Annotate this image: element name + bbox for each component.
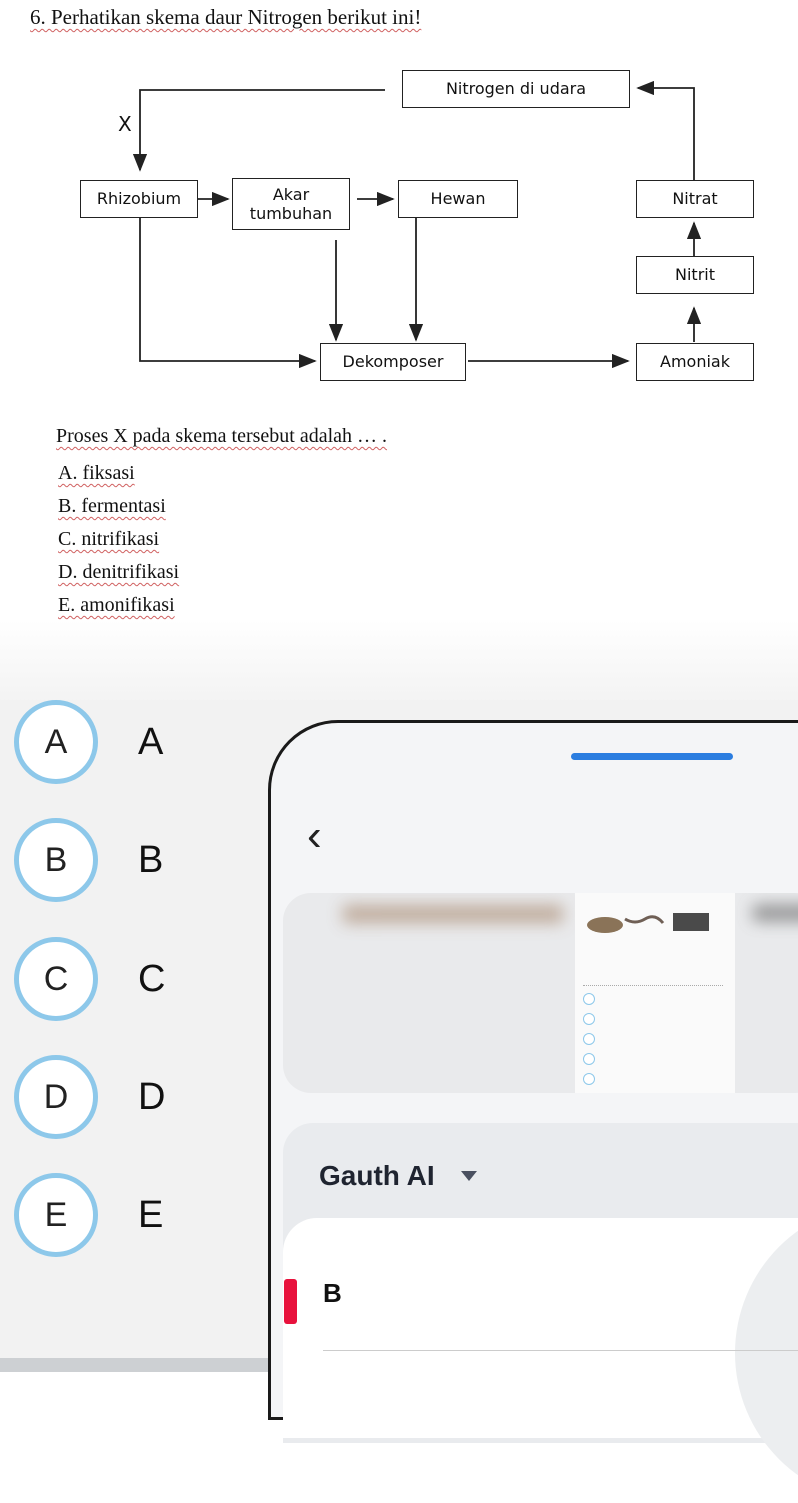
phone-mockup — [268, 720, 798, 1420]
question-thumbnail[interactable] — [283, 893, 798, 1093]
choice-e-button[interactable]: E — [14, 1173, 98, 1257]
thumbnail-card — [575, 893, 735, 1093]
option-a: A. fiksasi — [58, 462, 135, 484]
box-dekomposer: Dekomposer — [320, 343, 466, 381]
answer-value: B — [323, 1278, 342, 1308]
question-title: 6. Perhatikan skema daur Nitrogen berikut ini! — [30, 5, 422, 29]
arrow-nitrat-nitrogen — [638, 88, 694, 180]
arrow-rhizobium-dekomposer — [140, 215, 315, 361]
arrow-x — [140, 90, 385, 170]
question-options — [58, 457, 179, 622]
choice-d-label: D — [138, 1076, 166, 1118]
thumbnail-choice-e — [583, 1073, 595, 1085]
diagram-arrows — [0, 60, 798, 390]
choice-b-button[interactable]: B — [14, 818, 98, 902]
bottom-strip — [0, 1358, 268, 1372]
choice-c-label: C — [138, 958, 166, 1000]
thumbnail-fish-image — [575, 907, 735, 947]
box-akar-tumbuhan: Akar tumbuhan — [232, 178, 350, 230]
thumbnail-choice-c — [583, 1033, 595, 1045]
box-amoniak: Amoniak — [636, 343, 754, 381]
background-fade — [0, 620, 798, 710]
thumbnail-choice-d — [583, 1053, 595, 1065]
option-e: E. amonifikasi — [58, 594, 175, 616]
choice-d-button[interactable]: D — [14, 1055, 98, 1139]
box-nitrogen-udara: Nitrogen di udara — [402, 70, 630, 108]
answer-card — [283, 1218, 798, 1438]
chevron-left-icon[interactable]: ‹ — [307, 811, 322, 860]
box-nitrit: Nitrit — [636, 256, 754, 294]
nitrogen-cycle-diagram — [0, 60, 798, 390]
choice-b-label: B — [138, 839, 164, 881]
sheet-handle[interactable] — [571, 753, 733, 760]
thumbnail-blur-right — [753, 905, 798, 921]
thumbnail-choice-a — [583, 993, 595, 1005]
answer-divider — [323, 1350, 798, 1351]
question-text: Proses X pada skema tersebut adalah … . — [56, 425, 388, 447]
option-d: D. denitrifikasi — [58, 561, 180, 583]
thumbnail-text-lines — [583, 985, 723, 986]
box-hewan: Hewan — [398, 180, 518, 218]
choice-e-label: E — [138, 1194, 164, 1236]
box-rhizobium: Rhizobium — [80, 180, 198, 218]
option-c: C. nitrifikasi — [58, 528, 160, 550]
option-b: B. fermentasi — [58, 495, 166, 517]
assistant-selector[interactable]: Gauth AI — [319, 1160, 435, 1191]
choice-a-button[interactable]: A — [14, 700, 98, 784]
process-x-label: X — [118, 112, 132, 136]
thumbnail-blur-left — [343, 905, 563, 923]
caret-down-icon[interactable] — [461, 1171, 477, 1181]
choice-c-button[interactable]: C — [14, 937, 98, 1021]
answer-marker — [284, 1279, 297, 1324]
choice-a-label: A — [138, 721, 164, 763]
thumbnail-choice-b — [583, 1013, 595, 1025]
box-nitrat: Nitrat — [636, 180, 754, 218]
